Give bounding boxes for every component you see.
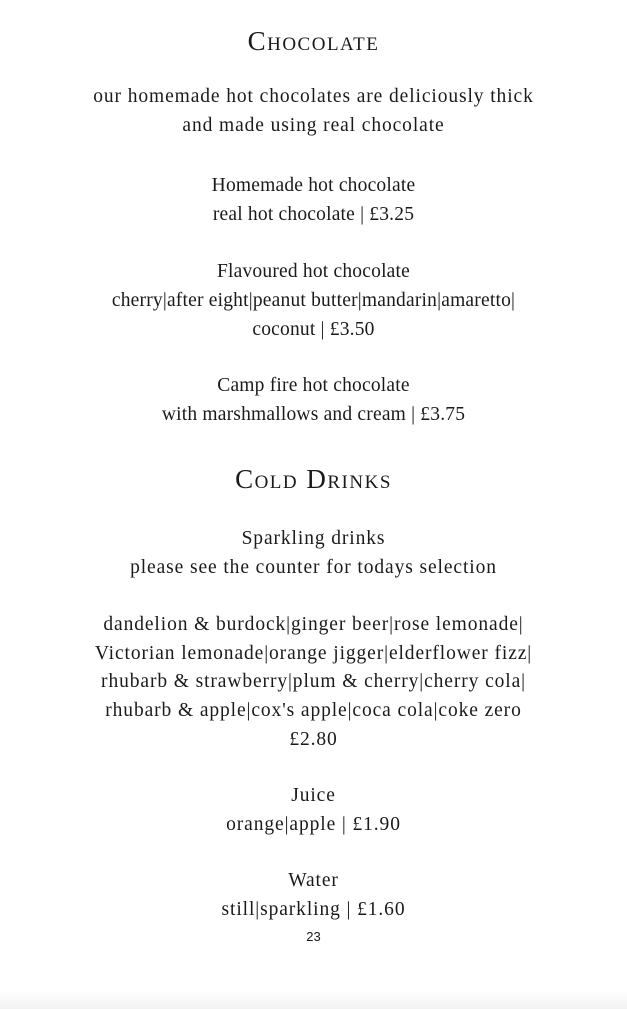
sparkling-flavours-line-4: rhubarb & apple|cox's apple|coca cola|coke zero — [105, 700, 522, 721]
item-name-juice: Juice — [291, 785, 336, 806]
item-name-camp-fire-hot-chocolate: Camp fire hot chocolate — [217, 375, 410, 396]
item-name-flavoured-hot-chocolate: Flavoured hot chocolate — [216, 261, 411, 282]
sparkling-flavours-line-2: Victorian lemonade|orange jigger|elderflower fizz| — [94, 643, 533, 664]
section-title-cold-drinks: Cold Drinks — [235, 464, 392, 494]
item-desc-homemade-hot-chocolate: real hot chocolate | £3.25 — [212, 204, 415, 225]
page-bottom-edge — [0, 990, 627, 1009]
chocolate-intro-line-2: and made using real chocolate — [182, 115, 445, 136]
item-name-homemade-hot-chocolate: Homemade hot chocolate — [211, 175, 416, 196]
item-desc-juice: orange|apple | £1.90 — [226, 814, 401, 835]
chocolate-intro-line-1: our homemade hot chocolates are deliciously thick — [93, 86, 534, 107]
item-desc-flavoured-hot-chocolate-cont: coconut | £3.50 — [252, 319, 375, 340]
sparkling-drinks-price: £2.80 — [289, 729, 338, 750]
item-name-sparkling-drinks: Sparkling drinks — [241, 528, 386, 549]
item-desc-water: still|sparkling | £1.60 — [221, 899, 406, 920]
sparkling-drinks-note: please see the counter for todays selection — [130, 557, 497, 578]
item-name-water: Water — [288, 870, 339, 891]
sparkling-flavours-line-1: dandelion & burdock|ginger beer|rose lemonade| — [103, 614, 524, 635]
section-title-chocolate: Chocolate — [247, 26, 380, 56]
page-number: 23 — [306, 929, 321, 944]
item-desc-flavoured-hot-chocolate: cherry|after eight|peanut butter|mandarin|amaretto| — [111, 290, 516, 311]
item-desc-camp-fire-hot-chocolate: with marshmallows and cream | £3.75 — [161, 404, 466, 425]
sparkling-flavours-line-3: rhubarb & strawberry|plum & cherry|cherry cola| — [101, 671, 526, 692]
